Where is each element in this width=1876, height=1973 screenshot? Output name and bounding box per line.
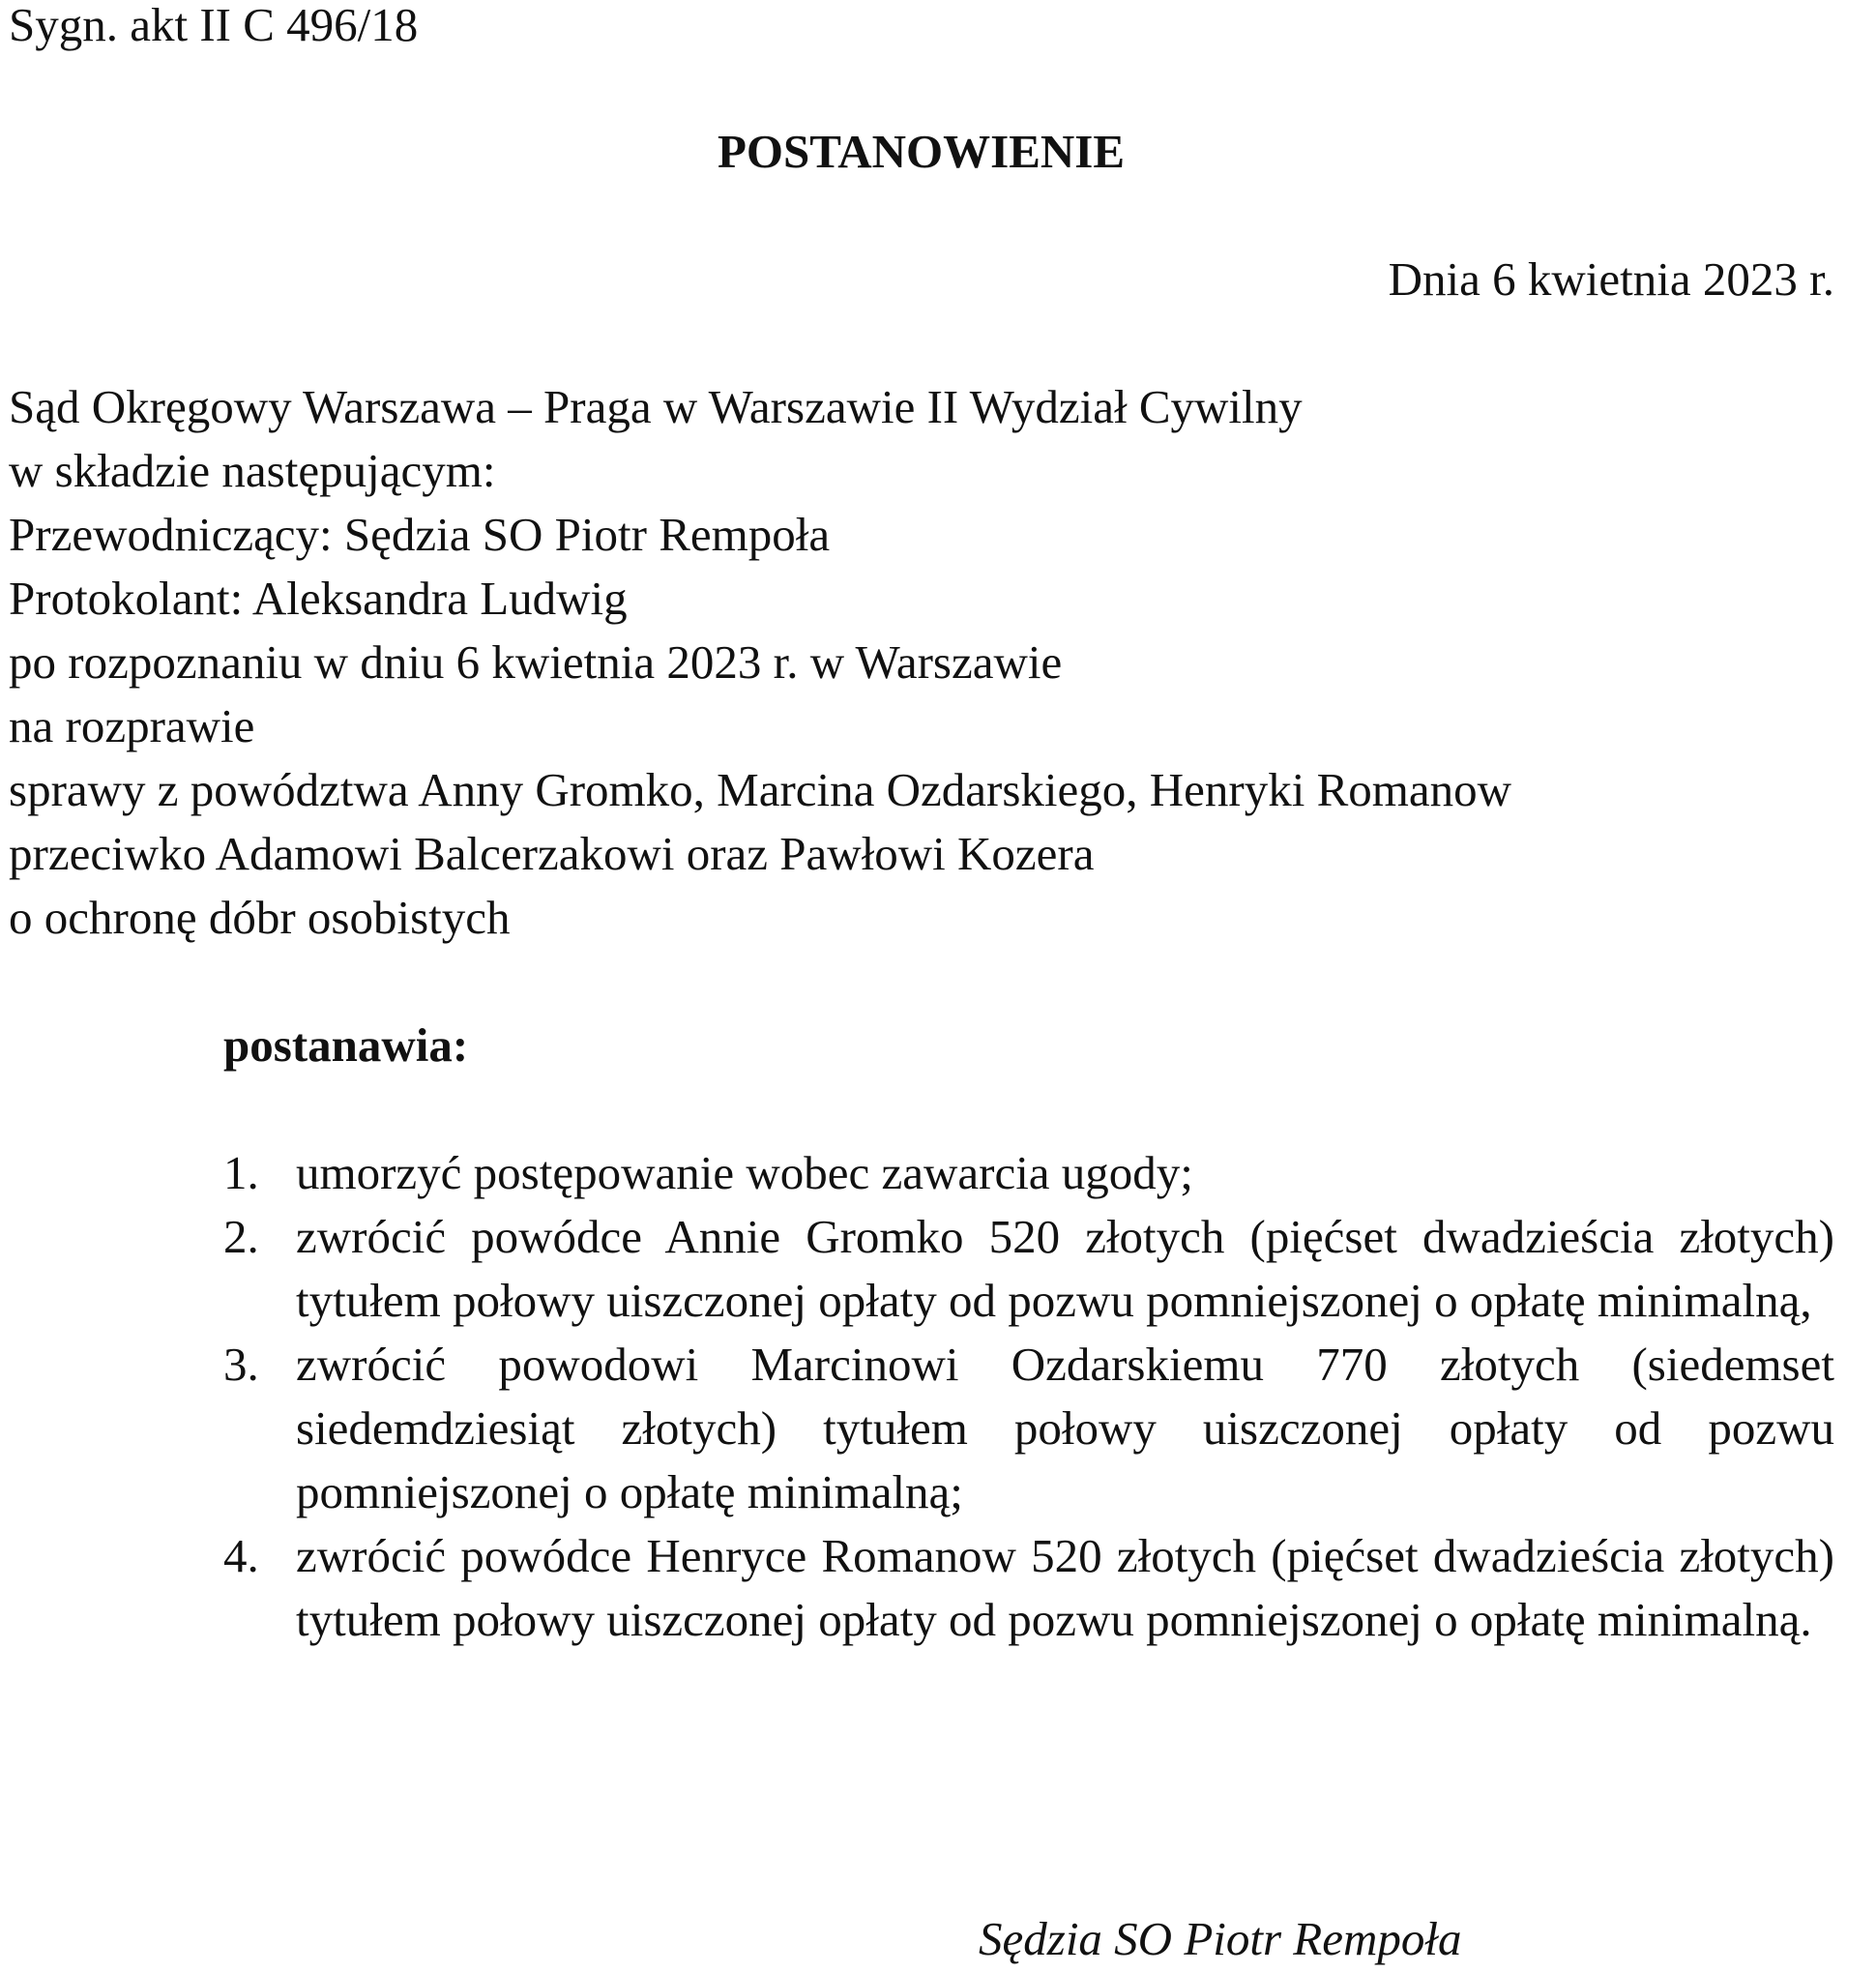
court-name-line: Sąd Okręgowy Warszawa – Praga w Warszawie II Wydział Cywilny bbox=[9, 380, 1303, 433]
decision-item-number: 4. bbox=[223, 1529, 259, 1582]
composition-line: w składzie następującym: bbox=[9, 444, 496, 497]
decision-item bbox=[223, 1333, 1834, 1524]
plaintiffs-line: sprawy z powództwa Anny Gromko, Marcina Ozdarskiego, Henryki Romanow bbox=[9, 763, 1512, 816]
decision-heading: postanawia: bbox=[223, 1018, 469, 1072]
defendants-line: przeciwko Adamowi Balcerzakowi oraz Pawłowi Kozera bbox=[9, 827, 1095, 880]
case-subject-line: o ochronę dóbr osobistych bbox=[9, 891, 511, 944]
decision-item-text: zwrócić powódce Henryce Romanow 520 złotych (pięćset dwadzieścia złotych) tytułem połowy uiszczonej opłaty od pozwu pomniejszonej o opłatę minimalną. bbox=[296, 1529, 1834, 1646]
decision-item-number: 3. bbox=[223, 1338, 259, 1391]
decision-items-list bbox=[223, 1141, 1834, 1652]
judge-signature: Sędzia SO Piotr Rempoła bbox=[979, 1912, 1462, 1965]
decision-item-text: zwrócić powodowi Marcinowi Ozdarskiemu 770 złotych (siedemset siedemdziesiąt złotych) tytułem połowy uiszczonej opłaty od pozwu pomniejszonej o opłatę minimalną; bbox=[296, 1338, 1834, 1518]
court-composition-block bbox=[9, 375, 1511, 950]
decision-item-text: umorzyć postępowanie wobec zawarcia ugody; bbox=[296, 1146, 1193, 1199]
decision-item-number: 1. bbox=[223, 1146, 259, 1199]
decision-item-number: 2. bbox=[223, 1210, 259, 1263]
decision-date: Dnia 6 kwietnia 2023 r. bbox=[1388, 252, 1834, 306]
decision-item-text: zwrócić powódce Annie Gromko 520 złotych (pięćset dwadzieścia złotych) tytułem połowy uiszczonej opłaty od pozwu pomniejszonej o opłatę minimalną, bbox=[296, 1210, 1834, 1327]
decision-item bbox=[223, 1524, 1834, 1652]
decision-item bbox=[223, 1141, 1834, 1205]
clerk-line: Protokolant: Aleksandra Ludwig bbox=[9, 572, 628, 625]
presiding-judge-line: Przewodniczący: Sędzia SO Piotr Rempoła bbox=[9, 508, 831, 561]
hearing-type-line: na rozprawie bbox=[9, 699, 255, 752]
case-signature: Sygn. akt II C 496/18 bbox=[9, 0, 419, 51]
hearing-date-line: po rozpoznaniu w dniu 6 kwietnia 2023 r. w Warszawie bbox=[9, 635, 1063, 689]
decision-item bbox=[223, 1205, 1834, 1333]
document-title: POSTANOWIENIE bbox=[717, 125, 1126, 178]
